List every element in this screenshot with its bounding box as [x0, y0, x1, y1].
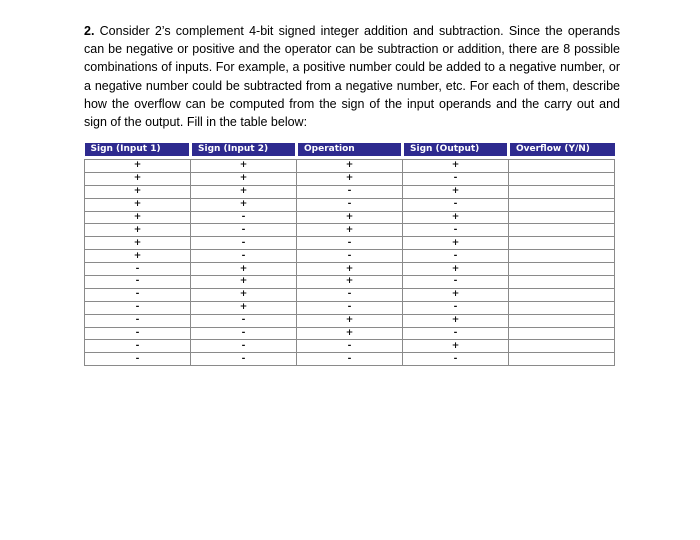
operation-cell: +: [297, 172, 403, 185]
table-row: [85, 160, 615, 173]
table-row: [85, 237, 615, 250]
sign-input-2-cell: +: [191, 160, 297, 173]
sign-output-cell: +: [403, 314, 509, 327]
sign-input-1-cell: +: [85, 224, 191, 237]
overflow-cell[interactable]: [509, 263, 615, 276]
sign-output-cell: -: [403, 301, 509, 314]
sign-input-1-cell: -: [85, 340, 191, 353]
sign-input-1-cell: +: [85, 172, 191, 185]
sign-output-cell: +: [403, 160, 509, 173]
question-body: Consider 2’s complement 4-bit signed integer addition and subtraction. Since the operands can be negative or positive and the operator can be subtraction or addition, there are 8 possible combinations of inputs. For example, a positive number could be added to a negative number, or a negative number could be subtracted from a negative number, etc. For each of them, describe how the overflow can be computed from the sign of the input operands and the carry out and sign of the output. Fill in the table below:: [84, 24, 620, 130]
sign-output-cell: -: [403, 198, 509, 211]
overflow-cell[interactable]: [509, 250, 615, 263]
sign-input-1-cell: -: [85, 276, 191, 289]
sign-input-2-cell: -: [191, 327, 297, 340]
overflow-cell[interactable]: [509, 327, 615, 340]
overflow-cell[interactable]: [509, 340, 615, 353]
question-number: 2.: [84, 24, 95, 38]
sign-output-cell: -: [403, 250, 509, 263]
operation-cell: +: [297, 314, 403, 327]
sign-input-2-cell: +: [191, 198, 297, 211]
sign-output-cell: -: [403, 224, 509, 237]
operation-cell: +: [297, 327, 403, 340]
operation-cell: -: [297, 340, 403, 353]
sign-input-1-cell: +: [85, 160, 191, 173]
sign-input-2-cell: -: [191, 237, 297, 250]
overflow-cell[interactable]: [509, 198, 615, 211]
overflow-cell[interactable]: [509, 314, 615, 327]
table-row: [85, 211, 615, 224]
sign-input-2-cell: +: [191, 185, 297, 198]
operation-cell: -: [297, 185, 403, 198]
sign-output-cell: +: [403, 263, 509, 276]
overflow-cell[interactable]: [509, 301, 615, 314]
overflow-cell[interactable]: [509, 211, 615, 224]
overflow-cell[interactable]: [509, 172, 615, 185]
sign-input-1-cell: +: [85, 198, 191, 211]
table-row: [85, 353, 615, 366]
operation-cell: -: [297, 250, 403, 263]
table-body: [85, 160, 615, 366]
sign-output-cell: +: [403, 288, 509, 301]
sign-input-2-cell: +: [191, 301, 297, 314]
sign-input-2-cell: +: [191, 263, 297, 276]
overflow-cell[interactable]: [509, 237, 615, 250]
operation-cell: +: [297, 160, 403, 173]
table-header-row: [85, 143, 615, 156]
table-row: [85, 198, 615, 211]
sign-overflow-table: [84, 143, 615, 366]
table-row: [85, 224, 615, 237]
sign-input-1-cell: +: [85, 237, 191, 250]
operation-cell: -: [297, 288, 403, 301]
operation-cell: -: [297, 353, 403, 366]
sign-output-cell: +: [403, 340, 509, 353]
sign-input-1-cell: -: [85, 301, 191, 314]
operation-cell: +: [297, 263, 403, 276]
sign-input-1-cell: -: [85, 263, 191, 276]
sign-input-2-cell: -: [191, 340, 297, 353]
question-text: [84, 22, 620, 131]
sign-output-cell: +: [403, 237, 509, 250]
table-row: [85, 263, 615, 276]
operation-cell: -: [297, 237, 403, 250]
sign-input-1-cell: +: [85, 250, 191, 263]
overflow-cell[interactable]: [509, 160, 615, 173]
header-sign-input-1: Sign (Input 1): [85, 143, 191, 156]
operation-cell: -: [297, 198, 403, 211]
sign-input-1-cell: +: [85, 211, 191, 224]
table-row: [85, 276, 615, 289]
sign-input-1-cell: -: [85, 288, 191, 301]
overflow-cell[interactable]: [509, 224, 615, 237]
sign-output-cell: -: [403, 172, 509, 185]
sign-input-2-cell: +: [191, 172, 297, 185]
header-overflow: Overflow (Y/N): [509, 143, 615, 156]
overflow-cell[interactable]: [509, 353, 615, 366]
table-row: [85, 250, 615, 263]
operation-cell: +: [297, 224, 403, 237]
table-row: [85, 288, 615, 301]
header-sign-input-2: Sign (Input 2): [191, 143, 297, 156]
sign-output-cell: -: [403, 276, 509, 289]
overflow-cell[interactable]: [509, 288, 615, 301]
header-sign-output: Sign (Output): [403, 143, 509, 156]
sign-output-cell: +: [403, 185, 509, 198]
table-row: [85, 172, 615, 185]
sign-output-cell: -: [403, 327, 509, 340]
sign-input-2-cell: -: [191, 314, 297, 327]
sign-output-cell: +: [403, 211, 509, 224]
overflow-cell[interactable]: [509, 276, 615, 289]
table-row: [85, 185, 615, 198]
sign-input-1-cell: -: [85, 327, 191, 340]
operation-cell: +: [297, 211, 403, 224]
sign-input-2-cell: -: [191, 250, 297, 263]
sign-input-1-cell: +: [85, 185, 191, 198]
sign-input-2-cell: -: [191, 211, 297, 224]
table-row: [85, 301, 615, 314]
sign-input-2-cell: -: [191, 353, 297, 366]
sign-input-2-cell: -: [191, 224, 297, 237]
sign-input-1-cell: -: [85, 314, 191, 327]
table-row: [85, 340, 615, 353]
operation-cell: -: [297, 301, 403, 314]
table-row: [85, 327, 615, 340]
header-operation: Operation: [297, 143, 403, 156]
sign-input-2-cell: +: [191, 276, 297, 289]
sign-output-cell: -: [403, 353, 509, 366]
table-row: [85, 314, 615, 327]
sign-input-1-cell: -: [85, 353, 191, 366]
overflow-cell[interactable]: [509, 185, 615, 198]
operation-cell: +: [297, 276, 403, 289]
sign-input-2-cell: +: [191, 288, 297, 301]
